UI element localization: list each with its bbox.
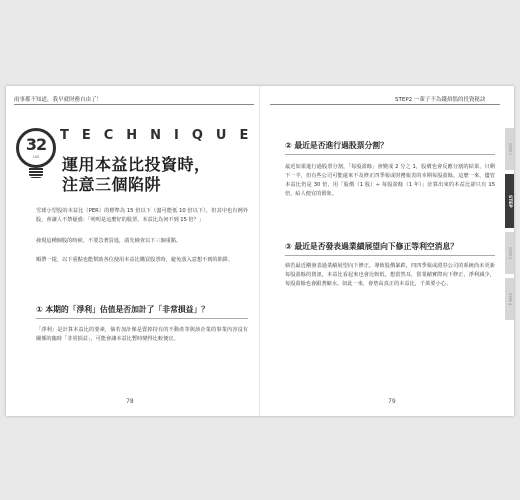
side-tab-step3[interactable]: STEP 3 (505, 232, 514, 274)
right-header-rule (270, 104, 500, 105)
intro-paragraph-2: 發現這種個股的時候，不要急著買進，請先檢查以下三個重點。 (36, 238, 182, 244)
question-3-heading: ③ 最近是否發表過業績展望向下修正等利空消息？ (285, 242, 459, 251)
question-2-heading: ② 最近是否進行過股票分割？ (285, 141, 388, 150)
question-3-body: 倘若最近剛發表過業績展望向下修正，導致股價暴跌，四四季報或證券公司的系統尚未更新每股盈餘的資訊，本益比看起來也會比較低。想當然耳，當業績實際向下修正，淨利減少，每股盈餘也會跟著縮水。如此一來，會墊高真正的本益比，千萬要小心。 (285, 263, 495, 287)
question-2-body: 最近如果進行過股票分割，「每股盈餘」會變成 2 分之 1，股價也會反應分割的結果，只剩下一半，但有些公司可能還來不及修正四季報或財務報表的本期每股盈餘。這麼一來，儘管本益比仍是 30 倍，用「股價（1 股）÷ 每股盈餘（1 年）」計算出來的本益比卻只有 15 倍，給人便宜的假象。 (285, 164, 495, 197)
technique-total: 100 (32, 155, 40, 159)
chapter-title-line2: 注意三個陷阱 (62, 175, 162, 194)
question-1-body: 「淨利」是計算本益比的要素，倘若加計像是賣掉持有的不動產等與該企業的事業內容沒有關係的臨時「非常損益」，可能會讓本益比暫時變得比較便宜。 (36, 327, 248, 342)
side-tab-step1[interactable]: STEP 1 (505, 128, 514, 170)
question-2-rule (285, 154, 495, 155)
question-1-rule (36, 318, 248, 319)
bulb-icon (29, 168, 43, 178)
side-tab-step2-label: STEP (507, 194, 512, 208)
question-1-heading: ① 本期的「淨利」估值是否加計了「非常損益」？ (36, 305, 210, 314)
left-running-head: 雨事都不知道，我早就財務自由了！ (14, 97, 103, 103)
right-page-number: 79 (388, 398, 396, 405)
chapter-title-line1: 運用本益比投資時， (62, 155, 211, 174)
technique-label: TECHNIQUE (60, 128, 262, 143)
side-tab-step2-active[interactable] (499, 174, 514, 228)
question-3-rule (285, 255, 495, 256)
technique-number: 32 (25, 135, 47, 154)
intro-paragraph-1: 雪球小型股的本益比（PER）的標準為 15 倍以下（盡可能低 10 倍以下），但其中也有例外股，會讓人不禁疑惑：「明明是這麼好的股票，本益比為何不到 15 倍？」 (36, 208, 248, 223)
side-tab-step4[interactable]: STEP 4 (505, 278, 514, 320)
right-running-head: STEP2 一輩子不為錢煩惱的投資秘訣 (395, 97, 486, 103)
intro-paragraph-3: 順帶一提，以下重點也能幫助各位使用本益比購買股票時，避免落入意想不到的陷阱。 (36, 257, 234, 263)
side-tab-step2-number: 2 (499, 174, 505, 183)
technique-badge (16, 128, 56, 168)
left-page-number: 78 (126, 398, 134, 405)
left-header-rule (14, 104, 254, 105)
